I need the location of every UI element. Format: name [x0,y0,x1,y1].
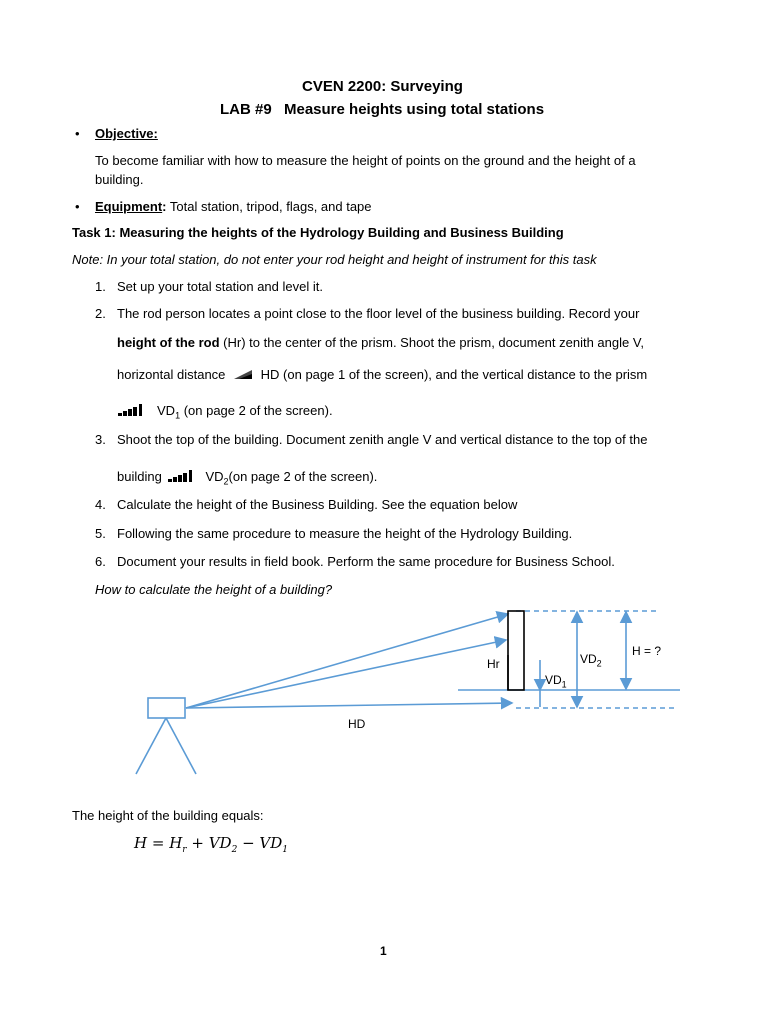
vd1-subscript: 1 [175,410,181,421]
eq-plus: + [186,834,209,852]
h-unknown-label: H = ? [632,644,662,658]
equation-intro: The height of the building equals: [72,808,264,823]
vd1-diagram-text: VD [545,673,562,687]
eq-vd1-sub: 1 [282,845,289,855]
eq-vd2: VD [208,834,232,852]
step-6-number: 6. [95,554,106,569]
page-number: 1 [380,944,387,958]
eq-vd1: VD [259,834,283,852]
eq-equals: = [147,834,170,852]
task1-note: Note: In your total station, do not enter your rod height and height of instrument for this task [72,252,597,267]
how-to-heading: How to calculate the height of a building? [95,582,333,597]
tripod-left-leg [136,718,166,774]
course-title: CVEN 2200: Surveying [302,78,463,95]
bullet-icon: • [75,126,80,141]
vd1-diagram-sub: 1 [561,679,567,690]
lab-number: LAB #9 [220,101,272,118]
eq-hr: H [169,834,183,852]
eq-h: H [134,834,148,852]
step-2-number: 2. [95,306,106,321]
step-2-line2-rest: (Hr) to the center of the prism. Shoot the prism, document zenith angle V, [219,335,644,350]
step-6-text: Document your results in field book. Perform the same procedure for Business School. [117,554,615,569]
step-4-number: 4. [95,497,106,512]
equipment-text: Total station, tripod, flags, and tape [166,199,372,214]
step-2-line3-b: HD (on page 1 of the screen), and the vertical distance to the prism [260,367,648,382]
step-3-number: 3. [95,432,106,447]
eq-hr-sub: r [182,845,187,855]
step-3-line2-c: (on page 2 of the screen). [228,469,378,484]
eq-minus: − [237,834,260,852]
step-3-line2-a: building [117,469,162,484]
objective-text-line1: To become familiar with how to measure the height of points on the ground and the height of a [95,153,636,168]
building-shape [508,611,524,690]
step-5-text: Following the same procedure to measure the height of the Hydrology Building. [117,526,573,541]
step-2-line1: The rod person locates a point close to the floor level of the business building. Record your [117,306,640,321]
vd1-label: VD [157,403,176,418]
vd2-diagram-text: VD [580,652,597,666]
step-1-number: 1. [95,279,106,294]
step-2-line3-a: horizontal distance [117,367,226,382]
tripod-right-leg [166,718,196,774]
step-5-number: 5. [95,526,106,541]
sight-line-prism [186,640,506,708]
height-equation [134,834,288,855]
hd-diagram-label: HD [348,717,366,731]
total-station-icon [148,698,185,718]
lab-title: Measure heights using total stations [284,101,545,118]
objective-text-line2: building. [95,172,144,187]
step-4-text: Calculate the height of the Business Building. See the equation below [117,497,518,512]
hr-label: Hr [487,657,500,671]
step-3-line1: Shoot the top of the building. Document zenith angle V and vertical distance to the top of the [117,432,648,447]
bullet-icon: • [75,199,80,214]
eq-vd2-sub: 2 [231,845,238,855]
vd2-label: VD [205,469,224,484]
task1-heading: Task 1: Measuring the heights of the Hydrology Building and Business Building [72,225,564,240]
rod-height-term: height of the rod [117,335,220,350]
objective-label: Objective: [95,126,158,141]
vd2-diagram-sub: 2 [596,658,602,669]
equipment-label: Equipment [95,199,163,214]
vd2-diagram-label [580,652,602,668]
equipment-colon: : [162,199,167,214]
sight-line-horizontal [186,703,512,708]
step-1-text: Set up your total station and level it. [117,279,323,294]
sight-line-top [186,614,508,708]
step-2-line4-b: (on page 2 of the screen). [180,403,333,418]
vd1-diagram-label [545,673,567,689]
vd2-subscript: 2 [223,476,229,487]
